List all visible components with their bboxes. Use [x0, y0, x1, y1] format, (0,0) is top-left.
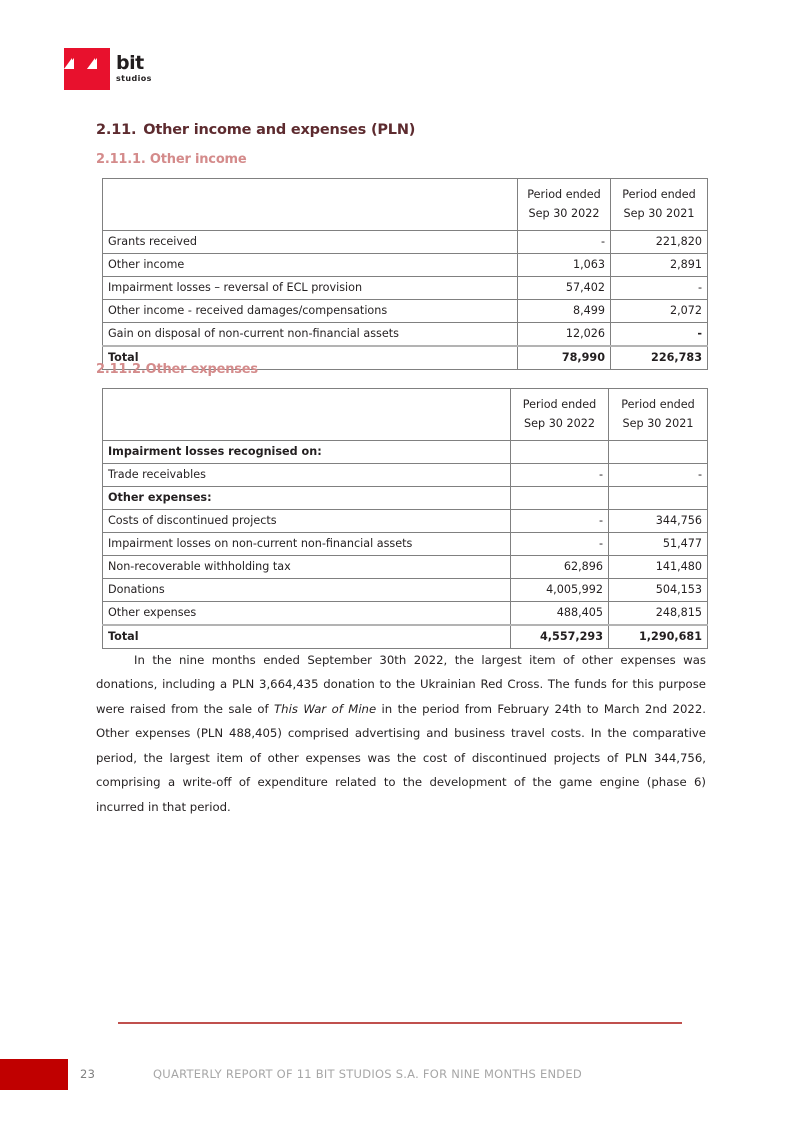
section-heading-other-expenses: 2.11.2.Other expenses [96, 362, 258, 377]
company-logo [64, 48, 154, 98]
row-label: Donations [103, 579, 511, 602]
logo-wordmark [116, 54, 160, 84]
row-label: Impairment losses – reversal of ECL provision [103, 277, 518, 300]
section-heading-other-income: 2.11.1. Other income [96, 152, 247, 167]
footer-accent-block [0, 1059, 68, 1090]
paragraph-part-one: In the nine months ended September 30th 2022, the largest item of other expenses was donations, including a PLN 3,664,435 donation to the Ukrainian Red Cross. The funds for this purpose were raised from the sale of [96, 652, 706, 716]
row-value-2021: - [611, 277, 708, 300]
header-period-2022-line2: Sep 30 2022 [524, 417, 595, 430]
row-value-2021: 504,153 [609, 579, 708, 602]
paragraph-game-title: This War of Mine [274, 701, 377, 716]
row-value-2022 [511, 487, 609, 510]
row-value-2022: 8,499 [518, 300, 611, 323]
section-heading-title: Other income and expenses (PLN) [143, 122, 416, 138]
row-label: Impairment losses on non-current non-financial assets [103, 533, 511, 556]
section-heading-number: 2.11. [96, 122, 137, 138]
row-label: Other income [103, 254, 518, 277]
row-label: Total [103, 625, 511, 649]
header-blank-cell [103, 179, 518, 231]
other-expenses-table-body [103, 389, 708, 649]
row-label: Other expenses: [103, 487, 511, 510]
row-value-2021 [609, 441, 708, 464]
row-value-2021: 344,756 [609, 510, 708, 533]
header-period-2022-line1: Period ended [522, 398, 597, 411]
commentary-paragraph [96, 648, 706, 820]
other-income-table-body [103, 179, 708, 370]
header-period-2021-line1: Period ended [621, 398, 695, 411]
table-section-row [103, 441, 708, 464]
row-value-2022: 1,063 [518, 254, 611, 277]
row-value-2022: 12,026 [518, 323, 611, 347]
row-label: Trade receivables [103, 464, 511, 487]
row-label: Grants received [103, 231, 518, 254]
table-row [103, 510, 708, 533]
table-row [103, 533, 708, 556]
row-value-2022 [511, 441, 609, 464]
paragraph-part-two: in the period from February 24th to March 2nd 2022. Other expenses (PLN 488,405) comprised advertising and business travel costs. In the comparative period, the largest item of other expenses was the cost of discontinued projects of PLN 344,756, comprising a write-off of expenditure related to the development of the game engine (phase 6) incurred in that period. [96, 701, 707, 814]
row-label: Other income - received damages/compensations [103, 300, 518, 323]
row-value-2022: 62,896 [511, 556, 609, 579]
row-value-2021: 1,290,681 [609, 625, 708, 649]
table-row [103, 277, 708, 300]
table-header-row [103, 389, 708, 441]
section-heading-main [96, 122, 415, 138]
other-income-table [102, 178, 708, 370]
header-blank-cell [103, 389, 511, 441]
row-value-2021: 2,072 [611, 300, 708, 323]
row-value-2021: 2,891 [611, 254, 708, 277]
header-period-2021-line2: Sep 30 2021 [622, 417, 694, 430]
header-period-2022-line2: Sep 30 2022 [528, 207, 600, 220]
header-period-2021 [611, 179, 708, 231]
row-value-2022: 488,405 [511, 602, 609, 626]
row-value-2022: 4,557,293 [511, 625, 609, 649]
logo-tagline-text: studios [116, 74, 152, 83]
footer-report-title: QUARTERLY REPORT OF 11 BIT STUDIOS S.A. FOR NINE MONTHS ENDED [153, 1067, 583, 1081]
row-value-2021 [609, 487, 708, 510]
row-value-2022: - [518, 231, 611, 254]
row-value-2022: 4,005,992 [511, 579, 609, 602]
other-expenses-table [102, 388, 708, 649]
row-value-2021: 51,477 [609, 533, 708, 556]
row-value-2021: 226,783 [611, 346, 708, 370]
row-value-2022: 57,402 [518, 277, 611, 300]
logo-brand-text: bit [116, 52, 144, 74]
row-value-2022: 78,990 [518, 346, 611, 370]
row-value-2021: 141,480 [609, 556, 708, 579]
table-row [103, 323, 708, 347]
row-label: Costs of discontinued projects [103, 510, 511, 533]
row-label: Gain on disposal of non-current non-financial assets [103, 323, 518, 347]
table-row [103, 556, 708, 579]
row-label: Non-recoverable withholding tax [103, 556, 511, 579]
header-period-2022 [511, 389, 609, 441]
table-row [103, 300, 708, 323]
row-label: Other expenses [103, 602, 511, 626]
table-section-row [103, 487, 708, 510]
row-value-2021: - [609, 464, 708, 487]
table-row [103, 464, 708, 487]
header-period-2022-line1: Period ended [527, 188, 601, 201]
row-label: Total [103, 346, 518, 370]
table-row [103, 254, 708, 277]
header-period-2022 [518, 179, 611, 231]
row-value-2021: 248,815 [609, 602, 708, 626]
table-header-row [103, 179, 708, 231]
table-row [103, 602, 708, 626]
table-row [103, 231, 708, 254]
row-label: Impairment losses recognised on: [103, 441, 511, 464]
row-value-2022: - [511, 464, 609, 487]
footer-divider [118, 1022, 682, 1024]
table-row [103, 579, 708, 602]
row-value-2022: - [511, 510, 609, 533]
row-value-2021: - [611, 323, 708, 347]
header-period-2021-line2: Sep 30 2021 [623, 207, 695, 220]
table-total-row [103, 625, 708, 649]
row-value-2022: - [511, 533, 609, 556]
row-value-2021: 221,820 [611, 231, 708, 254]
logo-mark-icon [64, 48, 110, 90]
page-number: 23 [80, 1067, 96, 1081]
header-period-2021 [609, 389, 708, 441]
header-period-2021-line1: Period ended [622, 188, 696, 201]
